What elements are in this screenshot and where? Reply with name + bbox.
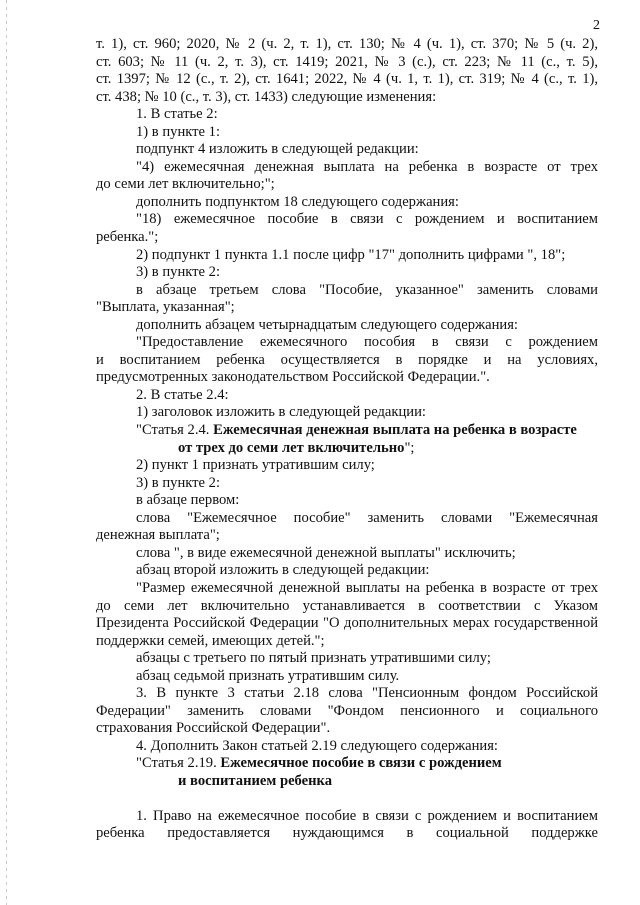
text-line: слова "Ежемесячное пособие" заменить словами "Ежемесячная — [136, 509, 598, 526]
text-line: абзац второй изложить в следующей редакции: — [136, 562, 430, 579]
text-line: ребенка."; — [96, 229, 159, 246]
text-line: ст. 438; № 10 (с., т. 3), ст. 1433) следующие изменения: — [96, 88, 437, 105]
text-line: денежная выплата"; — [96, 527, 220, 544]
text-line: 1. В статье 2: — [136, 106, 218, 123]
text-line: т. 1), ст. 960; 2020, № 2 (ч. 2, т. 1), ст. 130; № 4 (ч. 1), ст. 370; № 5 (ч. 2), — [96, 36, 598, 52]
text-line: в абзаце первом: — [136, 492, 240, 509]
text-line: поддержки семей, имеющих детей."; — [96, 632, 325, 649]
article-title: Ежемесячная денежная выплата на ребенка в возрасте — [213, 422, 577, 439]
article-2-19-heading-cont — [96, 773, 598, 791]
text-line: дополнить подпунктом 18 следующего содержания: — [136, 193, 459, 210]
document-body — [96, 36, 598, 843]
page-number: 2 — [593, 18, 600, 33]
text-line: ребенка предоставляется нуждающимся в социальной поддержке — [96, 825, 598, 842]
text-line: 4. Дополнить Закон статьей 2.19 следующего содержания: — [136, 737, 498, 754]
text-line: 2) пункт 1 признать утратившим силу; — [136, 457, 375, 474]
text-line: подпункт 4 изложить в следующей редакции: — [136, 141, 419, 158]
blank-line — [96, 791, 598, 808]
text-line: "4) ежемесячная денежная выплата на ребенка в возрасте от трех — [136, 158, 598, 175]
article-title-cont: и воспитанием ребенка — [178, 772, 333, 789]
text-line: 1. Право на ежемесячное пособие в связи с рождением и воспитанием — [136, 807, 598, 824]
text-line: слова ", в виде ежемесячной денежной выплаты" исключить; — [136, 544, 516, 561]
text-line: до семи лет включительно;"; — [96, 176, 275, 193]
text-line: предусмотренных законодательством Российской Федерации.". — [96, 369, 490, 386]
article-2-4-heading — [96, 422, 598, 440]
text-line: в абзаце третьем слова "Пособие, указанное" заменить словами — [136, 281, 598, 298]
text-line: 3) в пункте 2: — [136, 474, 221, 491]
article-number: "Статья 2.4. — [136, 422, 214, 439]
text-line: "Размер ежемесячной денежной выплаты на ребенка в возрасте от трех — [136, 579, 598, 596]
text-line: Федерации" заменить словами "Фондом пенсионного и социального — [96, 702, 598, 719]
text-line: ст. 603; № 11 (ч. 2, т. 3), ст. 1419; 2021, № 3 (с.), ст. 223; № 11 (с., т. 5), — [96, 53, 598, 70]
text-line: ст. 1397; № 12 (с., т. 2), ст. 1641; 2022, № 4 (ч. 1, т. 1), ст. 319; № 4 (с., т. 1), — [96, 71, 598, 88]
text-line: "Предоставление ежемесячного пособия в связи с рождением — [136, 334, 598, 351]
text-line: дополнить абзацем четырнадцатым следующего содержания: — [136, 316, 518, 333]
text-line: 2. В статье 2.4: — [136, 386, 229, 403]
article-title: Ежемесячное пособие в связи с рождением — [220, 755, 502, 772]
article-2-4-heading-cont — [96, 440, 598, 458]
text-line: страхования Российской Федерации". — [96, 720, 331, 737]
article-2-19-heading — [96, 755, 598, 773]
text-line: 2) подпункт 1 пункта 1.1 после цифр "17" дополнить цифрами ", 18"; — [136, 246, 566, 263]
article-title-cont: от трех до семи лет включительно — [178, 439, 405, 456]
text-line: "Выплата, указанная"; — [96, 299, 235, 316]
text-line: абзацы с третьего по пятый признать утратившими силу; — [136, 650, 491, 667]
text-line: и воспитанием ребенка осуществляется в порядке и на условиях, — [96, 351, 598, 368]
article-title-end: "; — [404, 439, 415, 456]
text-line: Президента Российской Федерации "О дополнительных мерах государственной — [96, 615, 598, 632]
text-line: до семи лет включительно устанавливается в соответствии с Указом — [96, 597, 598, 614]
text-line: 1) заголовок изложить в следующей редакции: — [136, 404, 426, 421]
text-line: 3) в пункте 2: — [136, 264, 221, 281]
text-line: абзац седьмой признать утратившим силу. — [136, 667, 400, 684]
text-line: 1) в пункте 1: — [136, 123, 221, 140]
text-line: "18) ежемесячное пособие в связи с рождением и воспитанием — [136, 211, 598, 228]
scan-edge-marks — [6, 0, 7, 905]
text-line: 3. В пункте 3 статьи 2.18 слова "Пенсионным фондом Российской — [136, 685, 598, 702]
article-number: "Статья 2.19. — [136, 755, 221, 772]
